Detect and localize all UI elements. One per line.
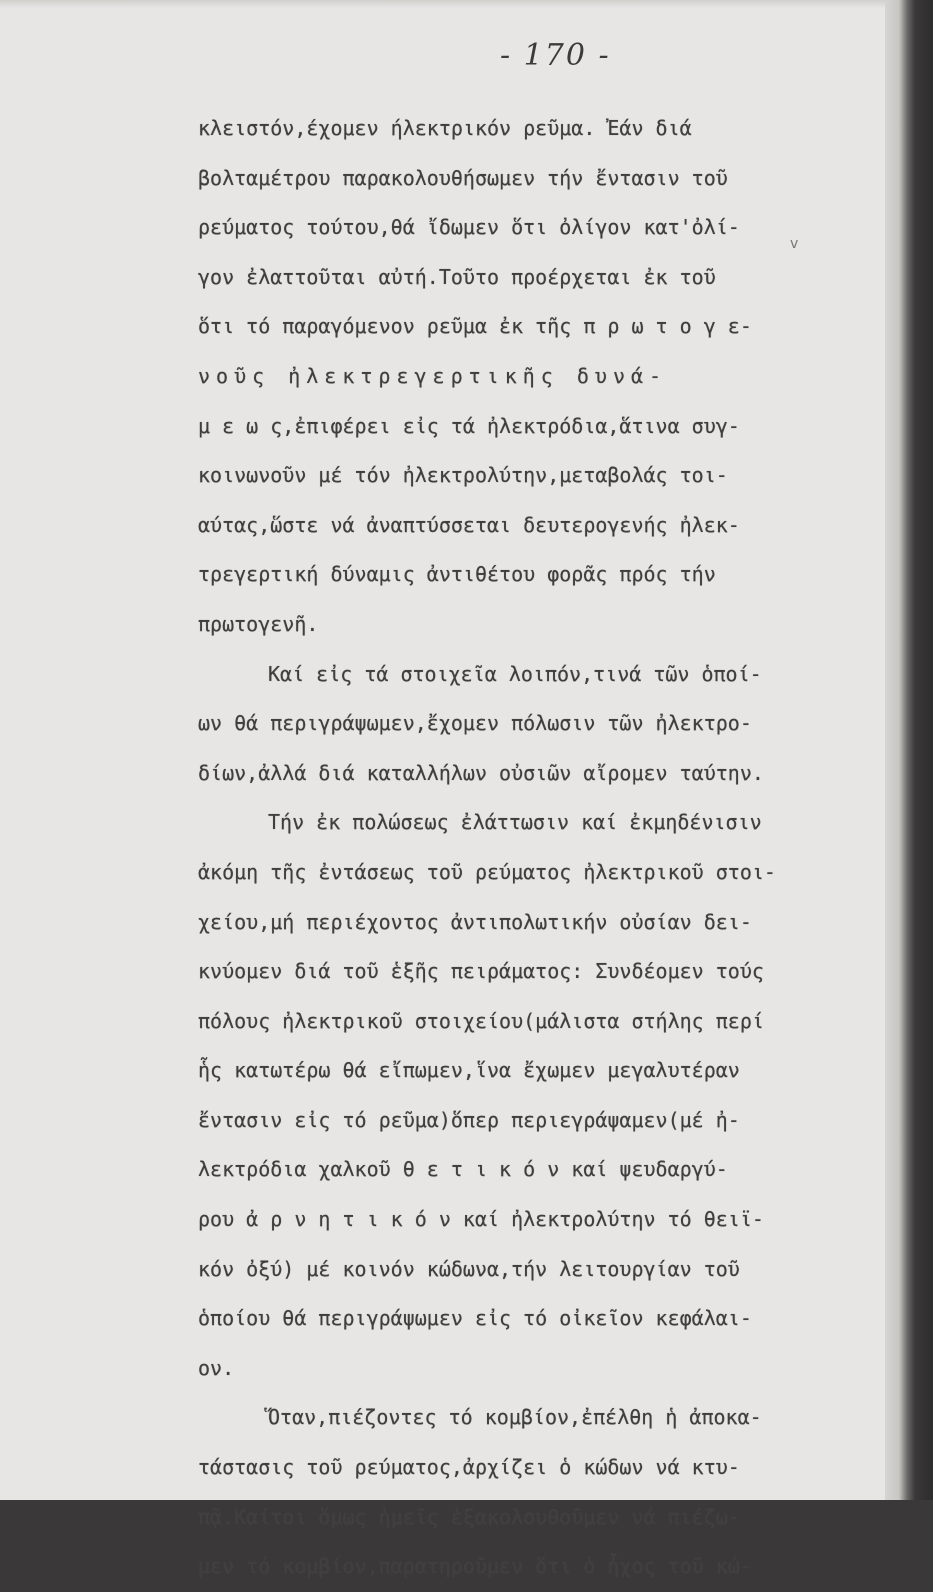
text-line: δίων,ἀλλά διά καταλλήλων οὐσιῶν αἴρομεν ταύτην. <box>198 760 764 785</box>
text-line: ον. <box>198 1355 235 1380</box>
page-top-edge <box>0 0 905 8</box>
text-line: τρεγερτική δύναμις ἀντιθέτου φορᾶς πρός τήν <box>198 562 716 587</box>
text-line: πρωτογενῆ. <box>198 611 319 636</box>
text-line: κόν ὀξύ) μέ κοινόν κώδωνα,τήν λειτουργίαν τοῦ <box>198 1256 740 1281</box>
text-line: πᾷ.Καίτοι ὅμως ἡμεῖς ἐξακολουθοῦμεν νά πιέζω- <box>198 1504 740 1529</box>
book-binding-edge <box>885 0 933 1500</box>
text-line: μεν τό κομβίον,παρατηροῦμεν ὅτι ὁ ἦχος τοῦ κώ- <box>198 1554 752 1579</box>
text-line: ὅτι τό παραγόμενον ρεῦμα ἐκ τῆς π ρ ω τ ο γ ε- <box>198 314 752 339</box>
text-line: ρεύματος τούτου,θά ἴδωμεν ὅτι ὀλίγον κατ'ὀλί- <box>198 215 740 240</box>
text-line: κλειστόν,έχομεν ήλεκτρικόν ρεῦμα. Ἐάν διά <box>198 116 692 140</box>
text-line: κοινωνοῦν μέ τόν ἠλεκτρολύτην,μεταβολάς τοι- <box>198 463 728 488</box>
typed-text-body <box>198 104 838 1592</box>
text-line: αύτας,ὥστε νά ἀναπτύσσεται δευτερογενής ἠλεκ- <box>198 512 740 537</box>
text-line: Τήν ἐκ πολώσεως ἐλάττωσιν καί ἐκμηδένισιν <box>268 810 762 835</box>
text-line: χείου,μή περιέχοντος ἀντιπολωτικήν οὐσίαν δει- <box>198 909 752 934</box>
text-line: ὁποίου θά περιγράψωμεν εἰς τό οἰκεῖον κεφάλαι- <box>198 1306 752 1331</box>
text-line: ἧς κατωτέρω θά εἴπωμεν,ἵνα ἔχωμεν μεγαλυτέραν <box>198 1058 740 1083</box>
text-line: ἀκόμη τῆς ἐντάσεως τοῦ ρεύματος ἠλεκτρικοῦ στοι- <box>198 859 776 884</box>
text-line: πόλους ἠλεκτρικοῦ στοιχείου(μάλιστα στήλης περί <box>198 1008 764 1033</box>
text-line: Ὅταν,πιέζοντες τό κομβίον,ἐπέλθη ἡ ἀποκα- <box>268 1405 762 1430</box>
text-line: Καί εἰς τά στοιχεῖα λοιπόν,τινά τῶν ὁποί- <box>268 661 762 686</box>
text-line: ρου ἀ ρ ν η τ ι κ ό ν καί ἠλεκτρολύτην τό θειϊ- <box>198 1207 764 1232</box>
text-line: τάστασις τοῦ ρεύματος,ἀρχίζει ὁ κώδων νά κτυ- <box>198 1455 740 1480</box>
text-line: γον ἐλαττοῦται αὐτή.Τοῦτο προέρχεται ἐκ τοῦ <box>198 264 716 289</box>
page-number: - 170 - <box>500 38 611 73</box>
text-line: βολταμέτρου παρακολουθήσωμεν τήν ἔντασιν τοῦ <box>198 165 728 190</box>
text-line: νοῦς ἠλεκτρεγερτικῆς δυνά- <box>198 363 668 388</box>
text-line: ἔντασιν εἰς τό ρεῦμα)ὅπερ περιεγράψαμεν(μέ ἠ- <box>198 1107 740 1132</box>
margin-pencil-mark: v <box>790 236 799 252</box>
text-line: λεκτρόδια χαλκοῦ θ ε τ ι κ ό ν καί ψευδαργύ- <box>198 1157 728 1182</box>
text-line: μ ε ω ς,ἐπιφέρει εἰς τά ἠλεκτρόδια,ἅτινα συγ- <box>198 413 740 438</box>
text-line: κνύομεν διά τοῦ ἑξῆς πειράματος: Συνδέομεν τούς <box>198 959 764 984</box>
text-line: ων θά περιγράψωμεν,ἔχομεν πόλωσιν τῶν ἠλεκτρο- <box>198 711 752 736</box>
